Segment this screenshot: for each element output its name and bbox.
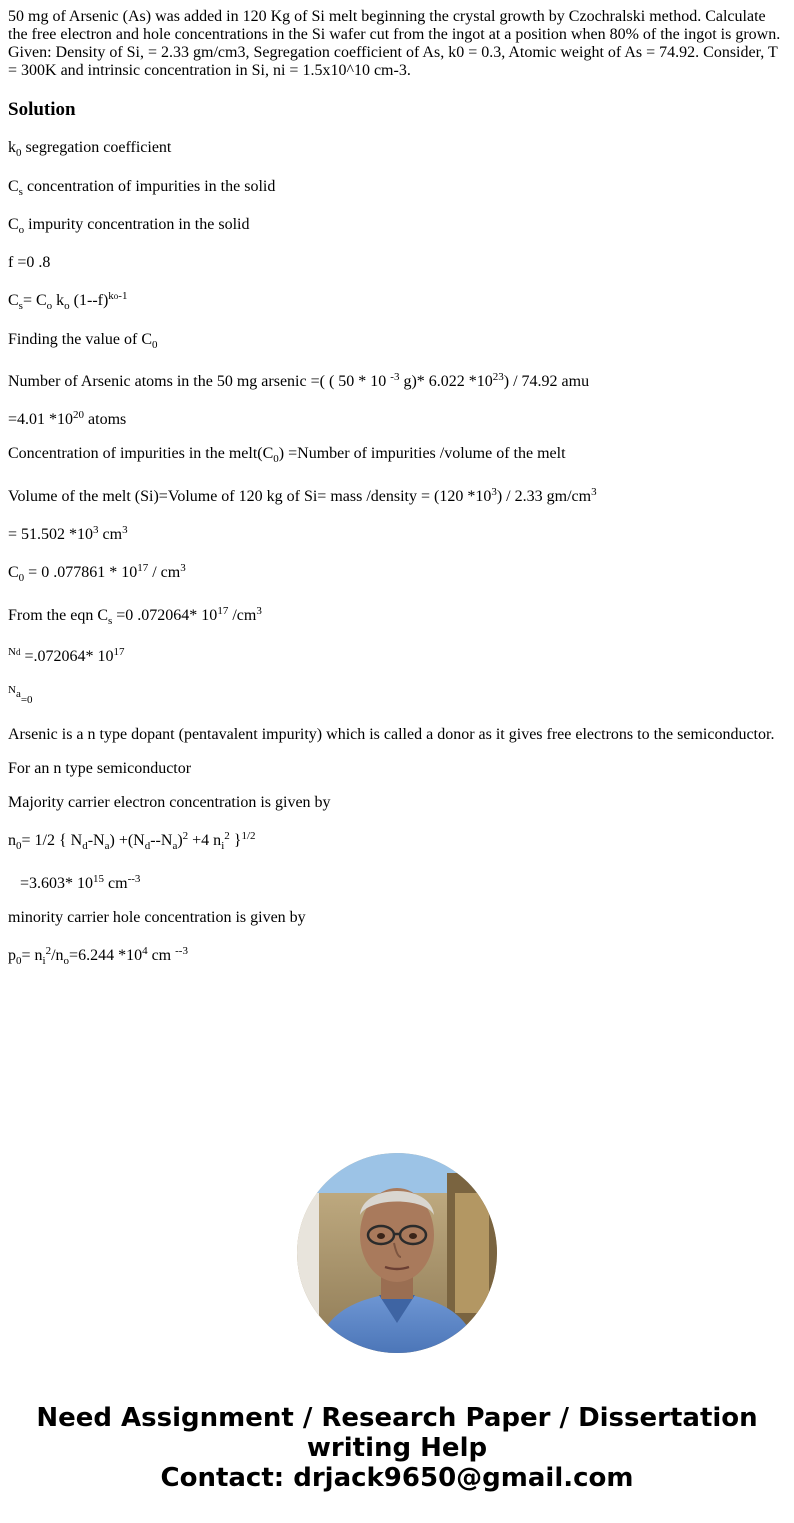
eqn-p0: $p_0= n_i^2/n_o=6.244$ $*10^4$ cm $^{--3}$ [8, 945, 188, 967]
arsenic-note: Arsenic is a n type dopant (pentavalent impurity) which is called a donor as it gives free electrons to the semiconductor. [8, 726, 775, 743]
atoms-result: =4.01 $*10^{20}$ atoms [8, 409, 127, 428]
eqn-cs: $C_s= C_o$ $k_o$ $(1--f)^{ko-1}$ [8, 290, 128, 312]
eqn-atoms: Number of Arsenic atoms in the 50 mg arsenic =( ( 50 * 10 $^{-3}$ g)* 6.022 $*10^{23}) / 74.92$ amu [8, 371, 590, 390]
question-text: 50 mg of Arsenic (As) was added in 120 Kg of Si melt beginning the crystal growth by Czochralski method. Calculate the free electron and hole concentrations in the Si wafer cut from the ingot at a position when 80% of the ingot is grown. Given: Density of Si, = 2.33 gm/cm3, Segregation coefficient of As, k0 = 0.3, Atomic weight of As = 74.92. Consider, T = 300K and intrinsic concentration in Si, ni = 1.5x10^10 cm-3. [8, 8, 781, 79]
def-f: f =0 .8 [8, 254, 51, 271]
nd-value: $^{Nd}$ =.072064* $10^{17}$ [8, 646, 125, 665]
minority-note: minority carrier hole concentration is given by [8, 909, 306, 926]
c0-result: $C_0 = 0$ $.077861 * 10^{17} / cm^3$ [8, 562, 186, 584]
promo-contact: Contact: drjack9650@gmail.com [160, 1463, 634, 1493]
cs-result: From the eqn $C_s =0$ .072064* $10^{17}$ $/cm^3$ [8, 605, 262, 627]
def-k0: $k_0$ segregation coefficient [8, 139, 172, 159]
promo-banner [0, 1403, 794, 1493]
majority-note: Majority carrier electron concentration is given by [8, 794, 331, 811]
na-value: $^{N_a}_{=0}$ [8, 684, 33, 706]
author-photo [297, 1153, 497, 1353]
promo-line-1: Need Assignment / Research Paper / Dissertation [36, 1403, 758, 1433]
eqn-concentration: Concentration of impurities in the $melt(C_0)$ =Number of impurities /volume of the melt [8, 445, 566, 465]
def-cs: $C_s$ concentration of impurities in the solid [8, 178, 276, 198]
volume-result: = 51.502 $*10^3$ $cm^3$ [8, 524, 128, 543]
def-co: $C_o$ impurity concentration in the solid [8, 216, 250, 236]
solution-heading: Solution [8, 99, 76, 120]
eqn-volume: Volume of the melt (Si)=Volume of 120 kg of Si= mass /density = (120 $*10^3) / 2.33$ $gm/cm^3$ [8, 486, 597, 505]
n-type-note: For an n type semiconductor [8, 760, 192, 777]
eqn-n0: $n_0= 1/2$ { $N_d-N_a) +(N_d--N_a)^2 +4$ $n_i^2$ }$^{1/2}$ [8, 830, 256, 852]
promo-line-2: writing Help [306, 1433, 488, 1463]
finding-c0: Finding the value of $C_0$ [8, 331, 158, 351]
n0-result: =3.603* $10^{15}$ $cm^{--3}$ [20, 873, 141, 892]
